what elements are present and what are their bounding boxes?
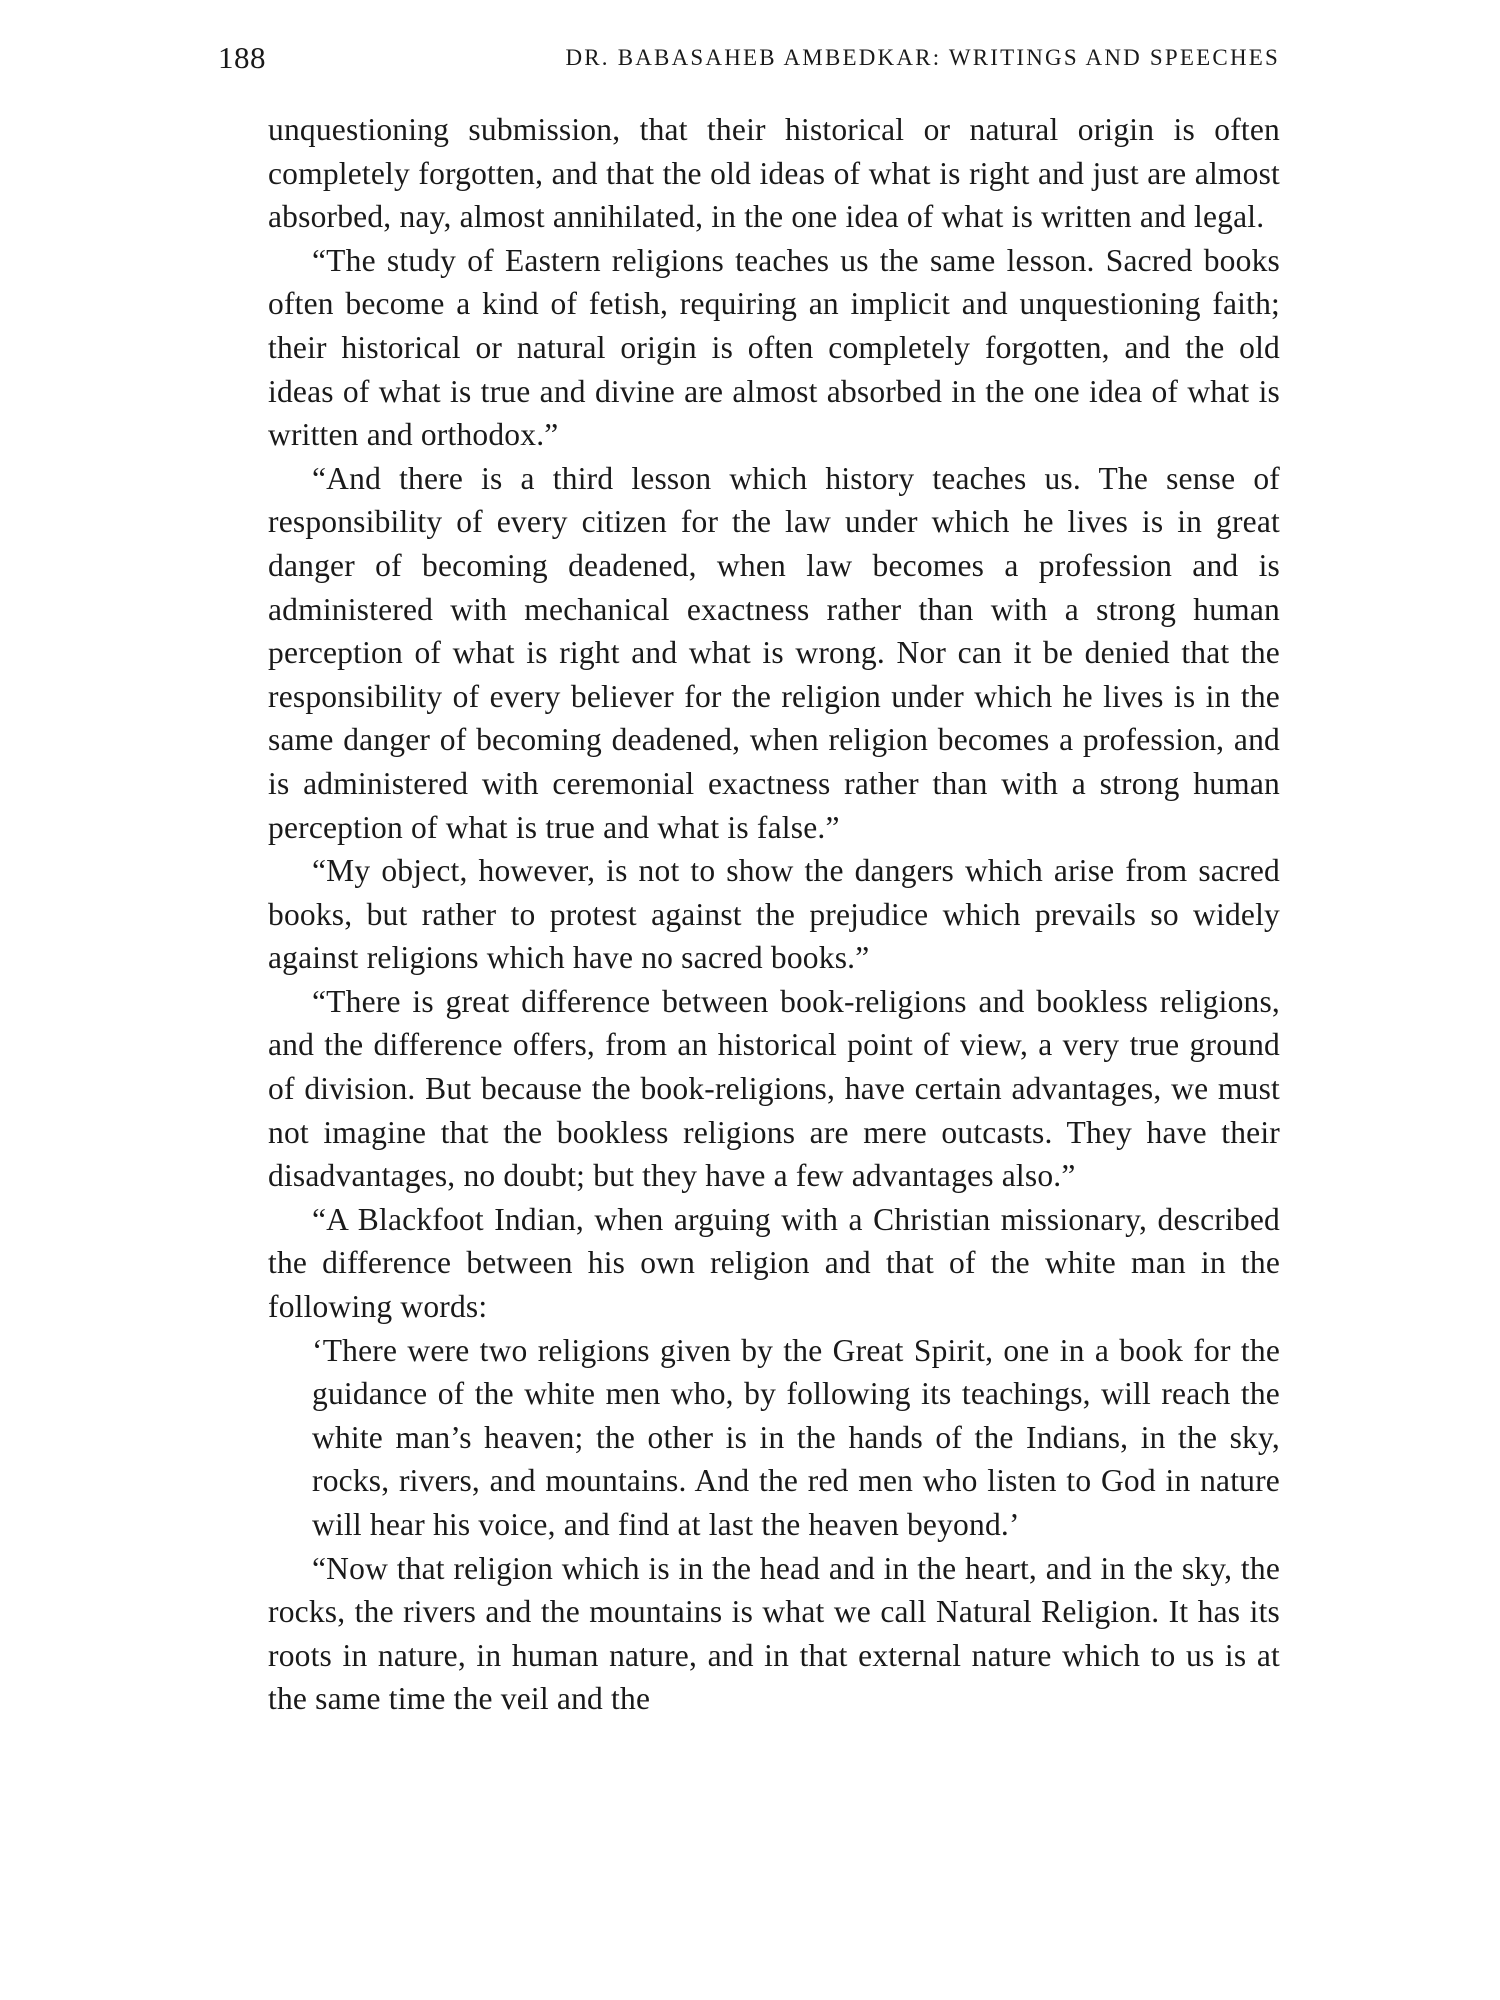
page-number: 188 xyxy=(218,40,266,75)
paragraph: “There is great difference between book-religions and bookless religions, and the difference offers, from an historical point of view, a very true ground of division. But because the book-religions, have certain advantages, we must not imagine that the bookless religions are mere outcasts. They have their disadvantages, no doubt; but they have a few advantages also.” xyxy=(268,983,1280,1194)
running-head-title: DR. BABASAHEB AMBEDKAR: WRITINGS AND SPEECHES xyxy=(565,45,1280,70)
paragraph: “Now that religion which is in the head and in the heart, and in the sky, the rocks, the rivers and the mountains is what we call Natural Religion. It has its roots in nature, in human nature, and in that external nature which to us is at the same time the veil and the xyxy=(268,1550,1280,1717)
paragraph-continued: unquestioning submission, that their historical or natural origin is often completely forgotten, and that the old ideas of what is right and just are almost absorbed, nay, almost annihilated, in the one idea of what is written and legal. xyxy=(268,112,1280,235)
running-head xyxy=(218,36,1280,84)
body-text xyxy=(268,108,1280,1721)
paragraph: “My object, however, is not to show the dangers which arise from sacred books, but rather to protest against the prejudice which prevails so widely against religions which have no sacred books.” xyxy=(268,853,1280,976)
paragraph: “And there is a third lesson which history teaches us. The sense of responsibility of every citizen for the law under which he lives is in great danger of becoming deadened, when law becomes a profession and is administered with mechanical exactness rather than with a strong human perception of what is right and what is wrong. Nor can it be denied that the responsibility of every believer for the religion under which he lives is in the same danger of becoming deadened, when religion becomes a profession, and is administered with ceremonial exactness rather than with a strong human perception of what is true and what is false.” xyxy=(268,460,1280,845)
paragraph: “A Blackfoot Indian, when arguing with a Christian missionary, described the difference between his own religion and that of the white man in the following words: xyxy=(268,1201,1280,1325)
block-quote: ‘There were two religions given by the Great Spirit, one in a book for the guidance of the white men who, by following its teachings, will reach the white man’s heaven; the other is in the hands of the Indians, in the sky, rocks, rivers, and mountains. And the red men who listen to God in nature will hear his voice, and find at last the heaven beyond.’ xyxy=(312,1332,1280,1542)
paragraph: “The study of Eastern religions teaches us the same lesson. Sacred books often become a kind of fetish, requiring an implicit and unquestioning faith; their historical or natural origin is often completely forgotten, and the old ideas of what is true and divine are almost absorbed in the one idea of what is written and orthodox.” xyxy=(268,242,1280,453)
